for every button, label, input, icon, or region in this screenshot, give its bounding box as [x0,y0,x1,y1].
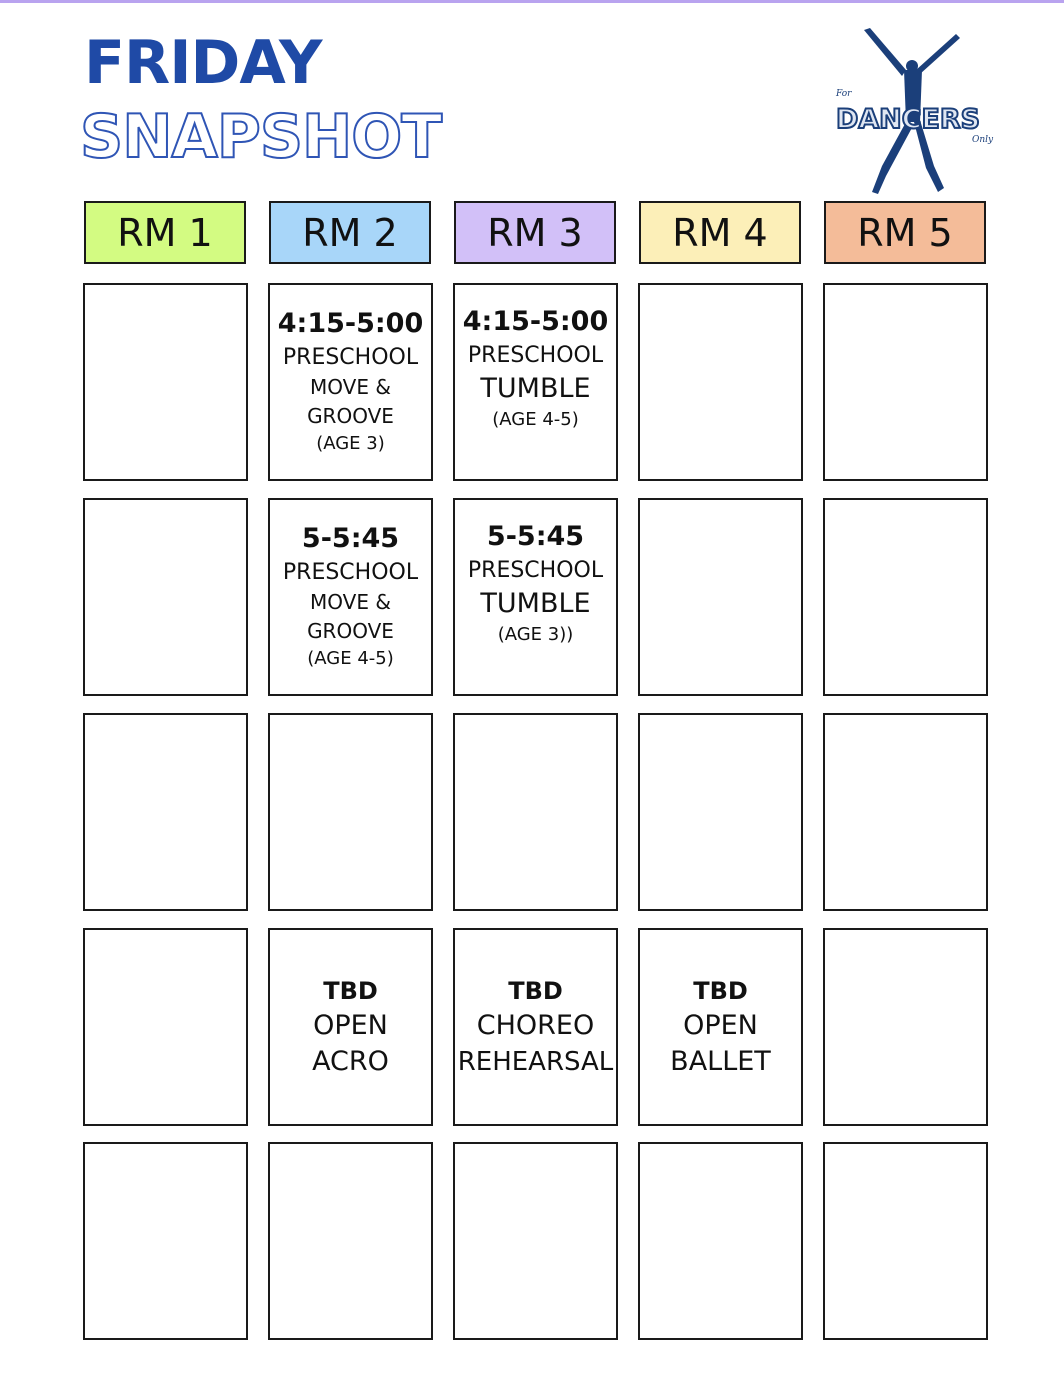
svg-text:For: For [836,89,852,99]
class-name-line: PRESCHOOL [467,343,604,368]
page-title-snapshot: SNAPSHOT [80,102,442,172]
for-dancers-only-logo [826,26,996,198]
schedule-cell-row4-rm3 [453,928,618,1126]
class-name-line: PRESCHOOL [282,345,419,370]
schedule-cell-row2-rm2 [268,498,433,696]
class-time: 5-5:45 [301,523,400,554]
class-name-line: GROOVE [307,619,394,643]
schedule-cell-row2-rm1 [83,498,248,696]
schedule-cell-row5-rm4 [638,1142,803,1340]
schedule-cell-row1-rm3 [453,283,618,481]
class-name-line: MOVE & [310,375,391,399]
top-accent-line [0,0,1064,3]
schedule-cell-row4-rm5 [823,928,988,1126]
schedule-cell-row4-rm2 [268,928,433,1126]
schedule-cell-row2-rm5 [823,498,988,696]
class-name-line: BALLET [670,1046,771,1077]
class-time: 4:15-5:00 [277,308,424,339]
class-age: (AGE 4-5) [307,648,394,669]
schedule-cell-row3-rm2 [268,713,433,911]
schedule-cell-row3-rm1 [83,713,248,911]
class-name-line: TUMBLE [480,373,591,404]
schedule-cell-row2-rm4 [638,498,803,696]
class-name-line: CHOREO [476,1010,595,1041]
svg-text:DANCERS: DANCERS [836,104,980,135]
class-time: TBD [323,977,378,1005]
schedule-cell-row4-rm1 [83,928,248,1126]
room-header-rm5: RM 5 [824,201,986,264]
schedule-cell-row1-rm2 [268,283,433,481]
class-name-line: TUMBLE [480,588,591,619]
schedule-cell-row5-rm3 [453,1142,618,1340]
schedule-cell-row4-rm4 [638,928,803,1126]
class-time: TBD [508,977,563,1005]
schedule-cell-row3-rm5 [823,713,988,911]
schedule-cell-row5-rm2 [268,1142,433,1340]
class-age: (AGE 3)) [497,624,574,645]
class-name-line: GROOVE [307,404,394,428]
class-name-line: MOVE & [310,590,391,614]
class-name-line: REHEARSAL [457,1047,614,1077]
schedule-cell-row3-rm3 [453,713,618,911]
class-name-line: PRESCHOOL [282,560,419,585]
schedule-cell-row2-rm3 [453,498,618,696]
room-header-rm4: RM 4 [639,201,801,264]
class-time: 4:15-5:00 [462,306,609,337]
schedule-cell-row5-rm1 [83,1142,248,1340]
class-name-line: PRESCHOOL [467,558,604,583]
svg-text:Only: Only [972,135,994,145]
schedule-cell-row1-rm4 [638,283,803,481]
class-time: TBD [693,977,748,1005]
schedule-cell-row1-rm1 [83,283,248,481]
room-header-rm3: RM 3 [454,201,616,264]
room-header-rm2: RM 2 [269,201,431,264]
page-title-day: FRIDAY [84,28,322,98]
class-name-line: OPEN [683,1010,758,1041]
class-name-line: OPEN [313,1010,388,1041]
room-header-rm1: RM 1 [84,201,246,264]
class-time: 5-5:45 [486,521,585,552]
class-name-line: ACRO [312,1046,389,1077]
schedule-cell-row3-rm4 [638,713,803,911]
class-age: (AGE 3) [316,433,385,454]
schedule-cell-row5-rm5 [823,1142,988,1340]
schedule-cell-row1-rm5 [823,283,988,481]
class-age: (AGE 4-5) [492,409,579,430]
